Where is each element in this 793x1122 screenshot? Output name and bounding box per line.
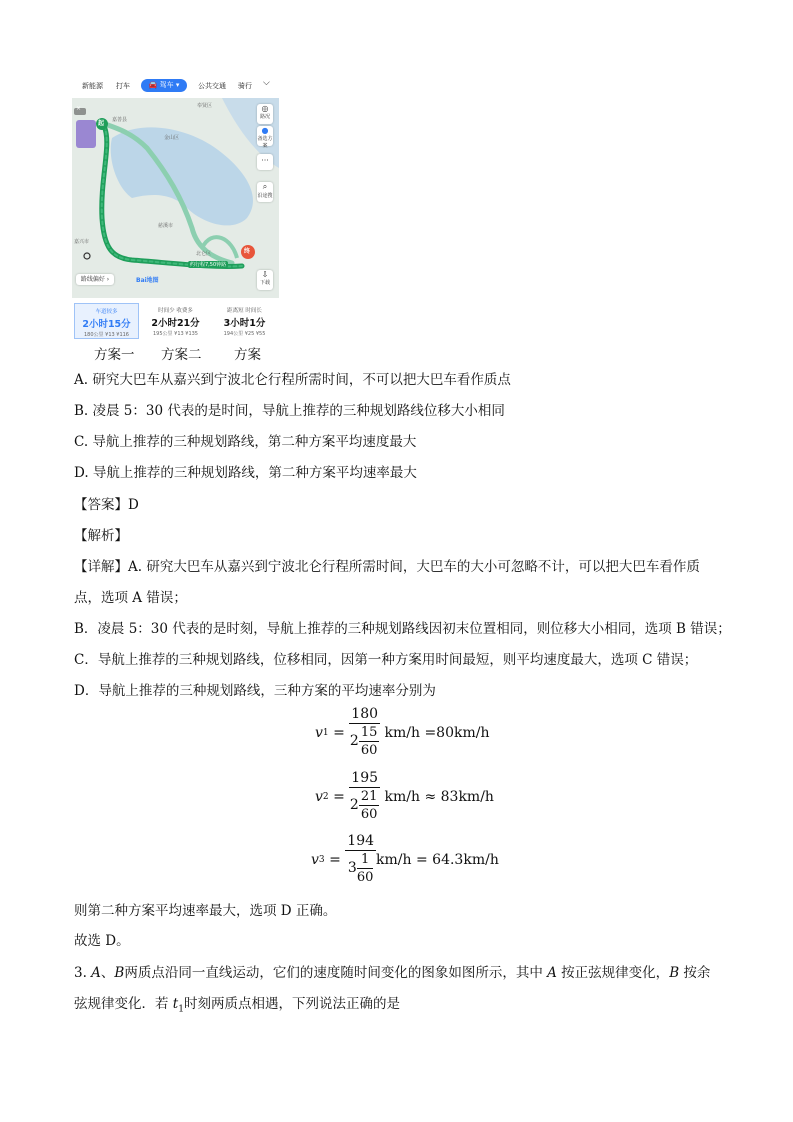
map-label: 奉贤区 — [197, 103, 213, 109]
more-button[interactable]: ··· — [257, 154, 273, 170]
option-a: A. 研究大巴车从嘉兴到宁波北仑行程所需时间，不可以把大巴车看作质点 — [74, 372, 511, 388]
transport-mode-bar — [72, 76, 279, 96]
option-b: B. 凌晨 5：30 代表的是时间，导航上推荐的三种规划路线位移大小相同 — [74, 403, 505, 419]
download-button[interactable]: ⇩ 下载 — [257, 270, 273, 290]
map-label: 慈溪市 — [158, 223, 174, 229]
analysis-heading: 【解析】 — [74, 528, 128, 544]
car-icon: 🚘 — [148, 81, 158, 89]
option-d: D. 导航上推荐的三种规划路线，第二种方案平均速率最大 — [74, 465, 417, 481]
map-label: 嘉善县 — [112, 117, 128, 123]
map-label: 北仑区 — [196, 251, 212, 257]
map-brand-logo: Bai地图 — [136, 277, 159, 284]
map-label: 嘉兴市 — [74, 239, 90, 245]
option-c: C. 导航上推荐的三种规划路线，第二种方案平均速度最大 — [74, 434, 417, 450]
answer-line: 【答案】D — [74, 497, 139, 513]
detail-line-2: 点，选项 A 错误； — [74, 590, 187, 606]
download-icon: ⇩ — [261, 270, 269, 279]
route-card-tag: 时间少 收费多 — [158, 308, 193, 314]
caption-plan-1: 方案一 — [94, 347, 135, 363]
route-card-detail: 180公里 ¥13 ¥116 — [84, 332, 129, 338]
end-marker-label: 终 — [244, 248, 251, 255]
mode-cycling[interactable]: 骑行 — [238, 82, 252, 90]
fraction: 195 2 $\frac{21}{60}$ — [349, 770, 379, 822]
route-card-1[interactable] — [74, 303, 139, 339]
route-card-detail: 195公里 ¥13 ¥135 — [153, 331, 198, 337]
choice-line: 故选 D。 — [74, 933, 130, 949]
mode-transit[interactable]: 公共交通 — [198, 82, 226, 90]
alternative-plan-button[interactable]: ● 备选方案 — [257, 126, 273, 149]
formula-v3: v 3 = 194 3 $\frac{1}{60}$ km/h = 64.3km/h — [311, 833, 499, 885]
formula-v1: v 1 = 180 2 $\frac{15}{60}$ km/h = 80km/h — [315, 706, 490, 758]
navigation-screenshot — [72, 76, 279, 341]
caption-plan-2: 方案二 — [161, 347, 202, 363]
route-card-time: 2小时21分 — [151, 318, 200, 329]
route-plan-cards — [74, 303, 277, 339]
route-hint-badge: 约行程7,50钟路 — [190, 262, 227, 268]
detail-line-3: B．凌晨 5：30 代表的是时刻，导航上推荐的三种规划路线因初末位置相同，则位移大小相同，选项 B 错误； — [74, 621, 731, 637]
question-3-line-2: 弦规律变化．若 $t_1$时刻两质点相遇，下列说法正确的是 — [74, 996, 400, 1015]
mode-driving[interactable]: 🚘 驾车 ▾ — [141, 79, 187, 92]
question-3-line-1: 3. A、B两质点沿同一直线运动，它们的速度随时间变化的图象如图所示，其中 A 按正弦规律变化，B 按余 — [74, 965, 711, 981]
detail-line-4: C．导航上推荐的三种规划路线，位移相同，因第一种方案用时间最短，则平均速度最大，选项 C 错误； — [74, 652, 698, 668]
alt-route-icon: ● — [261, 126, 269, 135]
fraction: 194 3 $\frac{1}{60}$ — [347, 833, 375, 885]
search-along-button[interactable]: ⌕ 沿途搜 — [257, 182, 273, 202]
formula-v2: v 2 = 195 2 $\frac{21}{60}$ km/h ≈ 83km/h — [315, 770, 494, 822]
mode-new-energy[interactable]: 新能源 — [82, 82, 103, 90]
close-icon[interactable]: × — [76, 105, 82, 112]
route-card-detail: 194公里 ¥25 ¥55 — [223, 331, 266, 337]
route-preference-button[interactable]: 路线偏好 › — [76, 274, 114, 285]
start-marker-label: 起 — [98, 120, 105, 127]
caption-plan-3: 方案 — [234, 347, 261, 363]
chevron-down-icon[interactable]: ⌵ — [263, 78, 270, 88]
detail-line-1: 【详解】A. 研究大巴车从嘉兴到宁波北仑行程所需时间，大巴车的大小可忽略不计，可以把大巴车看作质 — [74, 559, 700, 575]
traffic-icon: ◎ — [261, 104, 269, 113]
fraction: 180 2 $\frac{15}{60}$ — [349, 706, 379, 758]
route-card-tag: 车道较多 — [95, 309, 118, 315]
mode-taxi[interactable]: 打车 — [116, 82, 130, 90]
map-canvas — [72, 98, 279, 298]
route-card-3[interactable] — [212, 303, 277, 339]
detail-line-5: D．导航上推荐的三种规划路线，三种方案的平均速率分别为 — [74, 683, 436, 699]
map-label: 金山区 — [164, 135, 180, 141]
search-icon: ⌕ — [262, 182, 268, 191]
route-card-2[interactable] — [143, 303, 208, 339]
route-card-time: 2小时15分 — [82, 319, 131, 330]
route-card-time: 3小时1分 — [223, 318, 266, 329]
road-condition-button[interactable]: ◎ 路况 — [257, 104, 273, 124]
map-view[interactable] — [72, 98, 279, 298]
route-card-tag: 距离短 时间长 — [227, 308, 262, 314]
conclusion-line: 则第二种方案平均速率最大，选项 D 正确。 — [74, 903, 337, 919]
